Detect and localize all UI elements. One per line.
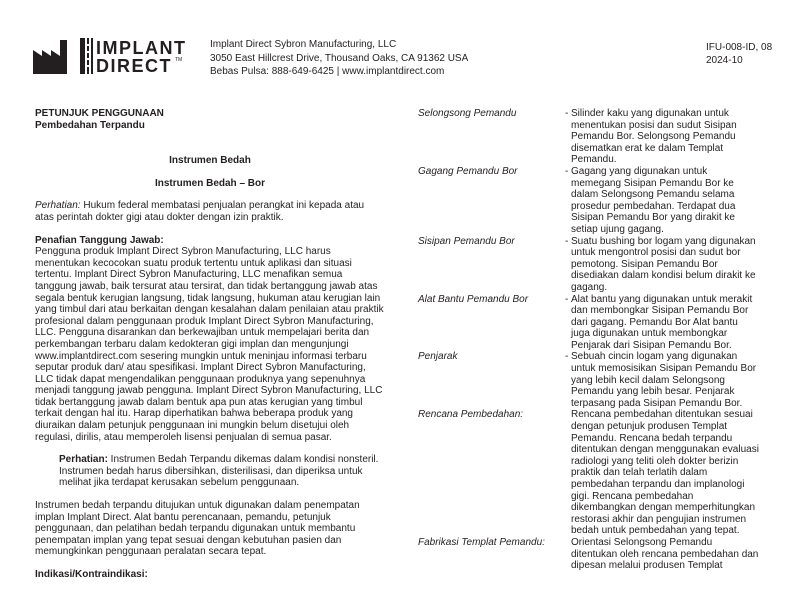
glossary-dash: - [565, 293, 569, 305]
company-info [210, 38, 468, 79]
section-title-drills: Instrumen Bedah – Bor [154, 177, 266, 189]
implant-direct-logo [80, 38, 198, 74]
document-subtitle: Pembedahan Terpandu [35, 119, 145, 131]
glossary-row [418, 537, 780, 572]
manufacturer-icon [33, 40, 69, 74]
document-title: PETUNJUK PENGGUNAAN [35, 108, 164, 119]
caution2-label: Perhatian: [59, 454, 108, 466]
glossary-term: Gagang Pemandu Bor [418, 165, 518, 177]
caution-nonsterile-paragraph [35, 454, 385, 489]
trademark-mark: TM [175, 57, 183, 63]
document-id [706, 41, 772, 67]
glossary-dash: - [565, 165, 569, 177]
glossary-row [418, 108, 780, 166]
glossary-definition: Gagang yang digunakan untuk memegang Sisipan Pemandu Bor ke dalam Selongsong Pemandu selama prosedur pembedahan. Terdapat dua Sisipan Pemandu Bor yang dirakit ke setiap ujung gagang. [571, 165, 736, 235]
document-number: IFU-008-ID, 08 [706, 42, 773, 53]
glossary-row [418, 294, 780, 352]
glossary-definition: Alat bantu yang digunakan untuk merakit dan membongkar Sisipan Pemandu Bor dari gagang. Pemandu Bor Alat bantu juga digunakan untuk membongkar Penjarak dari Sisipan Pemandu Bor. [571, 293, 753, 351]
disclaimer-heading: Penafian Tanggung Jawab: [35, 234, 164, 246]
glossary-definition: Suatu bushing bor logam yang digunakan untuk mengontrol posisi dan sudut bor pemotong. Sisipan Pemandu Bor disediakan dalam kondisi belum dirakit ke gagang. [571, 235, 756, 293]
glossary-row [418, 409, 780, 537]
glossary-definition: Silinder kaku yang digunakan untuk menentukan posisi dan sudut Sisipan Pemandu Bor. Selongsong Pemandu disematkan erat ke dalam Templat Pemandu. [571, 108, 737, 166]
glossary-definition: Rencana pembedahan ditentukan sesuai dengan petunjuk produsen Templat Pemandu. Rencana bedah terpandu ditentukan dengan menggunakan evaluasi radiologi yang teliti oleh dokter berizin praktik dan telah terlatih dalam pembedahan terpandu dan implanologi gigi. Rencana pembedahan dikembangkan dengan memperhitungkan restorasi akhir dan pengujian instrumen bedah untuk pembedahan yang tepat. [571, 409, 759, 537]
glossary-term: Rencana Pembedahan: [418, 409, 524, 421]
glossary-term: Sisipan Pemandu Bor [418, 235, 515, 247]
caution-paragraph [35, 200, 385, 223]
disclaimer-text: Pengguna produk Implant Direct Sybron Manufacturing, LLC harus menentukan kecocokan suatu produk tertentu untuk aplikasi dan situasi tertentu. Implant Direct Sybron Manufacturing, LLC menafikan semua tanggung jawab, baik tersurat atau tersirat, dan tidak bertanggung jawab atas segala bentuk kerugian langsung, tidak langsung, hukuman atau kerugian lain yang timbul dari atau berkaitan dengan kesalahan dalam penilaian atau praktik profesional dalam penggunaan produk Implant Direct Sybron Manufacturing, LLC. Pengguna disarankan dan berkewajiban untuk mempelajari berita dan perkembangan terbaru dalam kedokteran gigi implan dan mengunjungi www.implantdirect.com sesering mungkin untuk meninjau informasi terbaru seputar produk dan/ atau spesifikasi. Implant Direct Sybron Manufacturing, LLC tidak dapat mengendalikan penggunaan produknya yang sepenuhnya menjadi tanggung jawab pengguna. Implant Direct Sybron Manufacturing, LLC tidak bertanggung jawab dalam bentuk apa pun atas kerugian yang timbul terkait dengan hal itu. Harap diperhatikan bahwa beberapa produk yang diuraikan dalam petunjuk penggunaan ini mungkin belum disetujui oleh regulasi, dirilis, atau memperoleh lisensi penjualan di semua pasar. [35, 246, 384, 443]
glossary-row [418, 351, 780, 409]
caution-text: Hukum federal membatasi penjualan perangkat ini kepada atau atas perintah dokter gigi atau dokter dengan izin praktik. [35, 200, 365, 223]
document-date: 2024-10 [706, 55, 743, 66]
glossary-dash: - [565, 351, 569, 363]
indications-heading: Indikasi/Kontraindikasi: [35, 569, 148, 580]
glossary-row [418, 166, 780, 236]
glossary-term: Fabrikasi Templat Pemandu: [418, 536, 545, 548]
logo-word-implant: IMPLANT [96, 38, 187, 58]
glossary-definition: Sebuah cincin logam yang digunakan untuk memosisikan Sisipan Pemandu Bor yang lebih kecil dalam Selongsong Pemandu yang lebih besar. Penjarak terpasang pada Sisipan Pemandu Bor. [571, 351, 757, 409]
glossary-dash: - [565, 108, 569, 119]
document-header [0, 0, 800, 90]
caution2-text: Instrumen Bedah Terpandu dikemas dalam kondisi nonsteril. Instrumen bedah harus dibersihkan, disterilisasi, dan diperiksa untuk melihat jika terdapat kerusakan sebelum penggunaan. [59, 454, 379, 489]
caution-label: Perhatian: [35, 200, 81, 212]
left-column [35, 108, 385, 581]
company-contact: Bebas Pulsa: 888-649-6425 | www.implantdirect.com [210, 66, 445, 77]
right-column-glossary [418, 108, 780, 572]
section-title-instruments: Instrumen Bedah [169, 155, 251, 167]
company-name: Implant Direct Sybron Manufacturing, LLC [210, 39, 397, 50]
glossary-term: Penjarak [418, 351, 458, 363]
glossary-dash: - [565, 235, 569, 247]
intro-paragraph: Instrumen bedah terpandu ditujukan untuk digunakan dalam penempatan implan Implant Direct. Alat bantu perencanaan, pemandu, petunjuk penggunaan, dan pelatihan bedah terpandu digunakan untuk membantu penempatan implan yang tepat sesuai dengan kebutuhan pasien dan memungkinkan penggunaan peralatan secara tepat. [35, 500, 360, 558]
glossary-term: Alat Bantu Pemandu Bor [418, 293, 529, 305]
glossary-row [418, 236, 780, 294]
company-address: 3050 East Hillcrest Drive, Thousand Oaks, CA 91362 USA [210, 52, 469, 64]
logo-word-direct: DIRECT [96, 56, 172, 76]
glossary-definition: Orientasi Selongsong Pemandu ditentukan oleh rencana pembedahan dan dipesan melalui produsen Templat [571, 536, 759, 572]
glossary-term: Selongsong Pemandu [418, 108, 517, 119]
